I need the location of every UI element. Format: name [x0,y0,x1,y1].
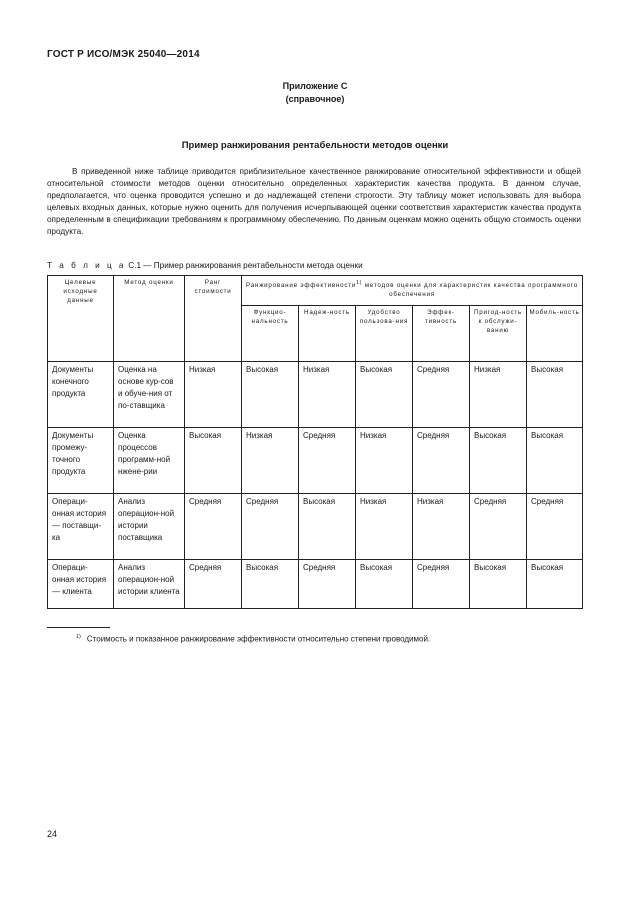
cell-value: Низкая [470,361,527,427]
annex-subtitle: (справочное) [285,94,345,104]
header-method: Метод оценки [114,276,185,362]
footnote-divider [47,627,110,628]
cell-value: Низкая [356,427,413,493]
table-row [48,427,583,493]
cell-value: Высокая [527,361,583,427]
header-efficiency: Эффек-тивность [413,305,470,361]
cell-input: Документы промежу-точного продукта [48,427,114,493]
intro-paragraph: В приведенной ниже таблице приводится приблизительное качественное ранжирование относительной эффективности и общей относительной стоимости методов оценки относительно определенных характеристик качества продукта. В данном случае, предполагается, что оценка проводится успешно и до надлежащей степени строгости. Эту таблицу может использовать для выбора целевых входных данных, которые нужно оценить для получения исчерпывающей оценки соответствия характеристик качества продукта определенным в спецификации требованиям к программному обеспечению. По данным оценкам можно оценить общую стоимость оценки продукта. [47,167,581,236]
cell-input: Операци-онная история — поставщи-ка [48,493,114,559]
cell-cost: Средняя [185,559,242,608]
header-effectiveness [242,276,583,306]
cell-value: Низкая [299,361,356,427]
header-target-inputs: Целевые исходные данные [48,276,114,362]
cell-value: Высокая [527,559,583,608]
header-portability: Мобиль-ность [527,305,583,361]
cell-value: Высокая [527,427,583,493]
cell-value: Высокая [470,559,527,608]
cell-cost: Средняя [185,493,242,559]
header-usability: Удобство пользова-ния [356,305,413,361]
table-caption-label: Т а б л и ц а [47,261,126,270]
cell-value: Высокая [470,427,527,493]
cell-value: Высокая [242,559,299,608]
cell-method: Оценка процессов программ-ной нжене-рии [114,427,185,493]
page-number: 24 [47,829,58,839]
cell-value: Средняя [413,427,470,493]
cell-value: Низкая [413,493,470,559]
cell-value: Низкая [242,427,299,493]
header-effectiveness-text: Ранжирование эффективности [246,282,357,290]
cell-value: Средняя [242,493,299,559]
annex-title: Приложение С [282,81,348,91]
table-row [48,493,583,559]
footnote-marker: 1) [76,634,81,640]
header-functionality: Функцио-нальность [242,305,299,361]
table-row [48,361,583,427]
footnote-text: Стоимость и показанное ранжирование эффективности относительно степени проводимой. [86,634,431,644]
table-caption [47,261,363,270]
cell-cost: Высокая [185,427,242,493]
table-row [48,559,583,608]
cell-value: Высокая [356,559,413,608]
cell-input: Операци-онная история — клиента [48,559,114,608]
document-code: ГОСТ Р ИСО/МЭК 25040—2014 [47,49,200,60]
cell-value: Средняя [299,427,356,493]
header-effectiveness-text-cont: методов оценки для характеристик качества программного обеспечения [362,282,578,299]
cell-value: Высокая [299,493,356,559]
cell-value: Средняя [413,559,470,608]
header-maintainability: Пригод-ность к обслужи-ванию [470,305,527,361]
cell-value: Низкая [356,493,413,559]
cell-value: Средняя [413,361,470,427]
cell-cost: Низкая [185,361,242,427]
section-heading: Пример ранжирования рентабельности методов оценки [181,140,449,151]
ranking-table [47,275,583,609]
footnote-ref: 1) [356,280,363,286]
header-reliability: Надеж-ность [299,305,356,361]
cell-input: Документы конечного продукта [48,361,114,427]
table-caption-text: С.1 — Пример ранжирования рентабельности метода оценки [128,261,363,270]
cell-method: Анализ операцион-ной истории клиента [114,559,185,608]
footnote [76,634,430,644]
cell-value: Высокая [356,361,413,427]
cell-value: Высокая [242,361,299,427]
header-cost-rank: Ранг стоимости [185,276,242,362]
cell-value: Средняя [470,493,527,559]
cell-value: Средняя [299,559,356,608]
cell-value: Средняя [527,493,583,559]
cell-method: Оценка на основе кур-сов и обуче-ния от по-ставщика [114,361,185,427]
cell-method: Анализ операцион-ной истории поставщика [114,493,185,559]
